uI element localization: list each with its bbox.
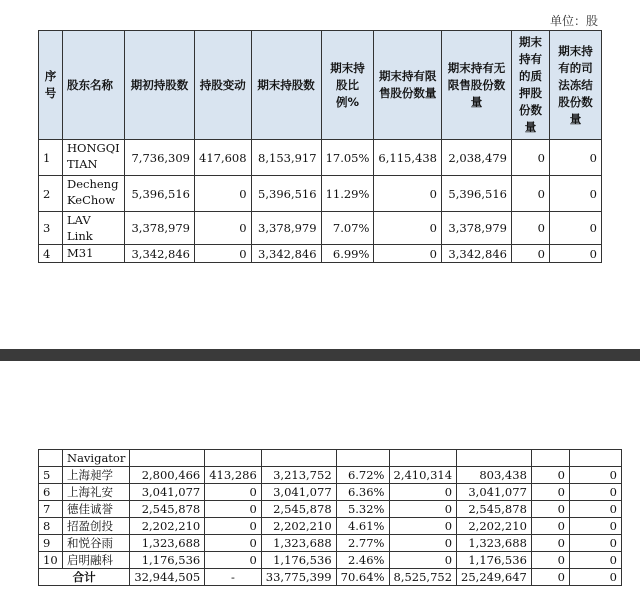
closing-ratio: 6.72% (336, 467, 389, 484)
row-index: 7 (39, 501, 63, 518)
opening-shares: 32,944,505 (130, 569, 205, 586)
row-index: 5 (39, 467, 63, 484)
restricted-shares: 0 (389, 518, 457, 535)
shareholder-name: 上海昶学 (63, 467, 130, 484)
closing-ratio: 4.61% (336, 518, 389, 535)
table-row (39, 484, 622, 501)
table-row (39, 245, 602, 263)
table-row (39, 552, 622, 569)
restricted-shares: 0 (389, 501, 457, 518)
opening-shares: 3,342,846 (125, 245, 195, 263)
header-opening-shares: 期初持股数 (125, 31, 195, 140)
shareholder-name: LAV Link (63, 212, 125, 245)
shareholder-name: HONGQI TIAN (63, 140, 125, 176)
shareholder-name: 招盈创投 (63, 518, 130, 535)
header-shareholder-name: 股东名称 (63, 31, 125, 140)
opening-shares: 2,202,210 (130, 518, 205, 535)
frozen-shares: 0 (569, 484, 621, 501)
unrestricted-shares: 1,323,688 (457, 535, 532, 552)
closing-shares: 3,213,752 (261, 467, 336, 484)
closing-shares: 8,153,917 (251, 140, 321, 176)
opening-shares: 1,176,536 (130, 552, 205, 569)
unrestricted-shares: 3,041,077 (457, 484, 532, 501)
frozen-shares: 0 (569, 518, 621, 535)
frozen-shares: 0 (549, 140, 601, 176)
share-change: 413,286 (205, 467, 262, 484)
total-label: 合计 (39, 569, 130, 586)
unrestricted-shares: 803,438 (457, 467, 532, 484)
header-closing-shares: 期末持股数 (251, 31, 321, 140)
pledged-shares: 0 (531, 501, 569, 518)
restricted-shares: 2,410,314 (389, 467, 457, 484)
shareholder-name: 和悦谷雨 (63, 535, 130, 552)
shareholder-table-top (38, 30, 602, 263)
restricted-shares: 0 (389, 484, 457, 501)
closing-shares: 1,323,688 (261, 535, 336, 552)
restricted-shares: 0 (374, 245, 442, 263)
unrestricted-shares: 2,202,210 (457, 518, 532, 535)
closing-shares: 2,545,878 (261, 501, 336, 518)
unrestricted-shares: 5,396,516 (441, 176, 511, 212)
share-change: 0 (195, 212, 252, 245)
share-change: - (205, 569, 262, 586)
pledged-shares: 0 (511, 245, 549, 263)
closing-shares: 3,041,077 (261, 484, 336, 501)
share-change: 0 (205, 501, 262, 518)
pledged-shares: 0 (531, 552, 569, 569)
frozen-shares: 0 (549, 245, 601, 263)
frozen-shares: 0 (549, 176, 601, 212)
opening-shares: 1,323,688 (130, 535, 205, 552)
opening-shares: 5,396,516 (125, 176, 195, 212)
unrestricted-shares: 2,038,479 (441, 140, 511, 176)
share-change: 0 (205, 552, 262, 569)
restricted-shares: 0 (389, 552, 457, 569)
pledged-shares: 0 (531, 484, 569, 501)
closing-shares: 1,176,536 (261, 552, 336, 569)
closing-shares: 2,202,210 (261, 518, 336, 535)
closing-ratio: 6.99% (321, 245, 374, 263)
row-index: 2 (39, 176, 63, 212)
closing-shares: 3,378,979 (251, 212, 321, 245)
closing-ratio: 6.36% (336, 484, 389, 501)
pledged-shares: 0 (511, 140, 549, 176)
table-row-continuation (39, 450, 622, 467)
table-row-total (39, 569, 622, 586)
row-index: 1 (39, 140, 63, 176)
header-restricted-shares: 期末持有限售股份数量 (374, 31, 442, 140)
pledged-shares: 0 (511, 212, 549, 245)
table-row (39, 467, 622, 484)
opening-shares: 2,800,466 (130, 467, 205, 484)
frozen-shares: 0 (569, 501, 621, 518)
share-change: 0 (205, 484, 262, 501)
table-row (39, 176, 602, 212)
pledged-shares: 0 (531, 569, 569, 586)
row-index: 3 (39, 212, 63, 245)
pledged-shares: 0 (511, 176, 549, 212)
share-change: 0 (195, 245, 252, 263)
shareholder-name: 德佳诚誉 (63, 501, 130, 518)
header-unrestricted-shares: 期末持有无限售股份数量 (441, 31, 511, 140)
closing-ratio: 2.46% (336, 552, 389, 569)
closing-ratio: 17.05% (321, 140, 374, 176)
frozen-shares: 0 (569, 467, 621, 484)
share-change: 0 (195, 176, 252, 212)
row-index: 9 (39, 535, 63, 552)
share-change: 0 (205, 535, 262, 552)
table-row (39, 501, 622, 518)
shareholder-table-bottom (38, 449, 622, 586)
closing-shares: 3,342,846 (251, 245, 321, 263)
header-closing-ratio: 期末持股比例% (321, 31, 374, 140)
restricted-shares: 8,525,752 (389, 569, 457, 586)
unrestricted-shares: 1,176,536 (457, 552, 532, 569)
unrestricted-shares: 25,249,647 (457, 569, 532, 586)
frozen-shares: 0 (569, 552, 621, 569)
frozen-shares: 0 (549, 212, 601, 245)
shareholder-name: 启明融科 (63, 552, 130, 569)
unrestricted-shares: 2,545,878 (457, 501, 532, 518)
closing-ratio: 7.07% (321, 212, 374, 245)
restricted-shares: 0 (374, 176, 442, 212)
closing-ratio: 5.32% (336, 501, 389, 518)
restricted-shares: 0 (389, 535, 457, 552)
closing-ratio: 11.29% (321, 176, 374, 212)
closing-shares: 33,775,399 (261, 569, 336, 586)
unit-label: 单位：股 (549, 14, 598, 28)
table-row (39, 140, 602, 176)
pledged-shares: 0 (531, 535, 569, 552)
frozen-shares: 0 (569, 569, 621, 586)
opening-shares: 3,378,979 (125, 212, 195, 245)
unrestricted-shares: 3,378,979 (441, 212, 511, 245)
row-index: 6 (39, 484, 63, 501)
closing-ratio: 70.64% (336, 569, 389, 586)
closing-shares: 5,396,516 (251, 176, 321, 212)
restricted-shares: 0 (374, 212, 442, 245)
row-index: 4 (39, 245, 63, 263)
opening-shares: 3,041,077 (130, 484, 205, 501)
pledged-shares: 0 (531, 467, 569, 484)
pledged-shares: 0 (531, 518, 569, 535)
shareholder-name: Decheng KeChow (63, 176, 125, 212)
row-index: 8 (39, 518, 63, 535)
header-pledged-shares: 期末持有的质押股份数量 (511, 31, 549, 140)
table-row (39, 212, 602, 245)
table-row (39, 518, 622, 535)
closing-ratio: 2.77% (336, 535, 389, 552)
header-share-change: 持股变动 (195, 31, 252, 140)
header-index: 序号 (39, 31, 63, 140)
shareholder-name: Navigator (63, 450, 130, 467)
frozen-shares: 0 (569, 535, 621, 552)
row-index: 10 (39, 552, 63, 569)
page-break-divider (0, 349, 640, 361)
shareholder-name: M31 (63, 245, 125, 263)
restricted-shares: 6,115,438 (374, 140, 442, 176)
opening-shares: 7,736,309 (125, 140, 195, 176)
shareholder-name: 上海礼安 (63, 484, 130, 501)
header-frozen-shares: 期末持有的司法冻结股份数量 (549, 31, 601, 140)
share-change: 417,608 (195, 140, 252, 176)
table-row (39, 535, 622, 552)
unrestricted-shares: 3,342,846 (441, 245, 511, 263)
share-change: 0 (205, 518, 262, 535)
opening-shares: 2,545,878 (130, 501, 205, 518)
